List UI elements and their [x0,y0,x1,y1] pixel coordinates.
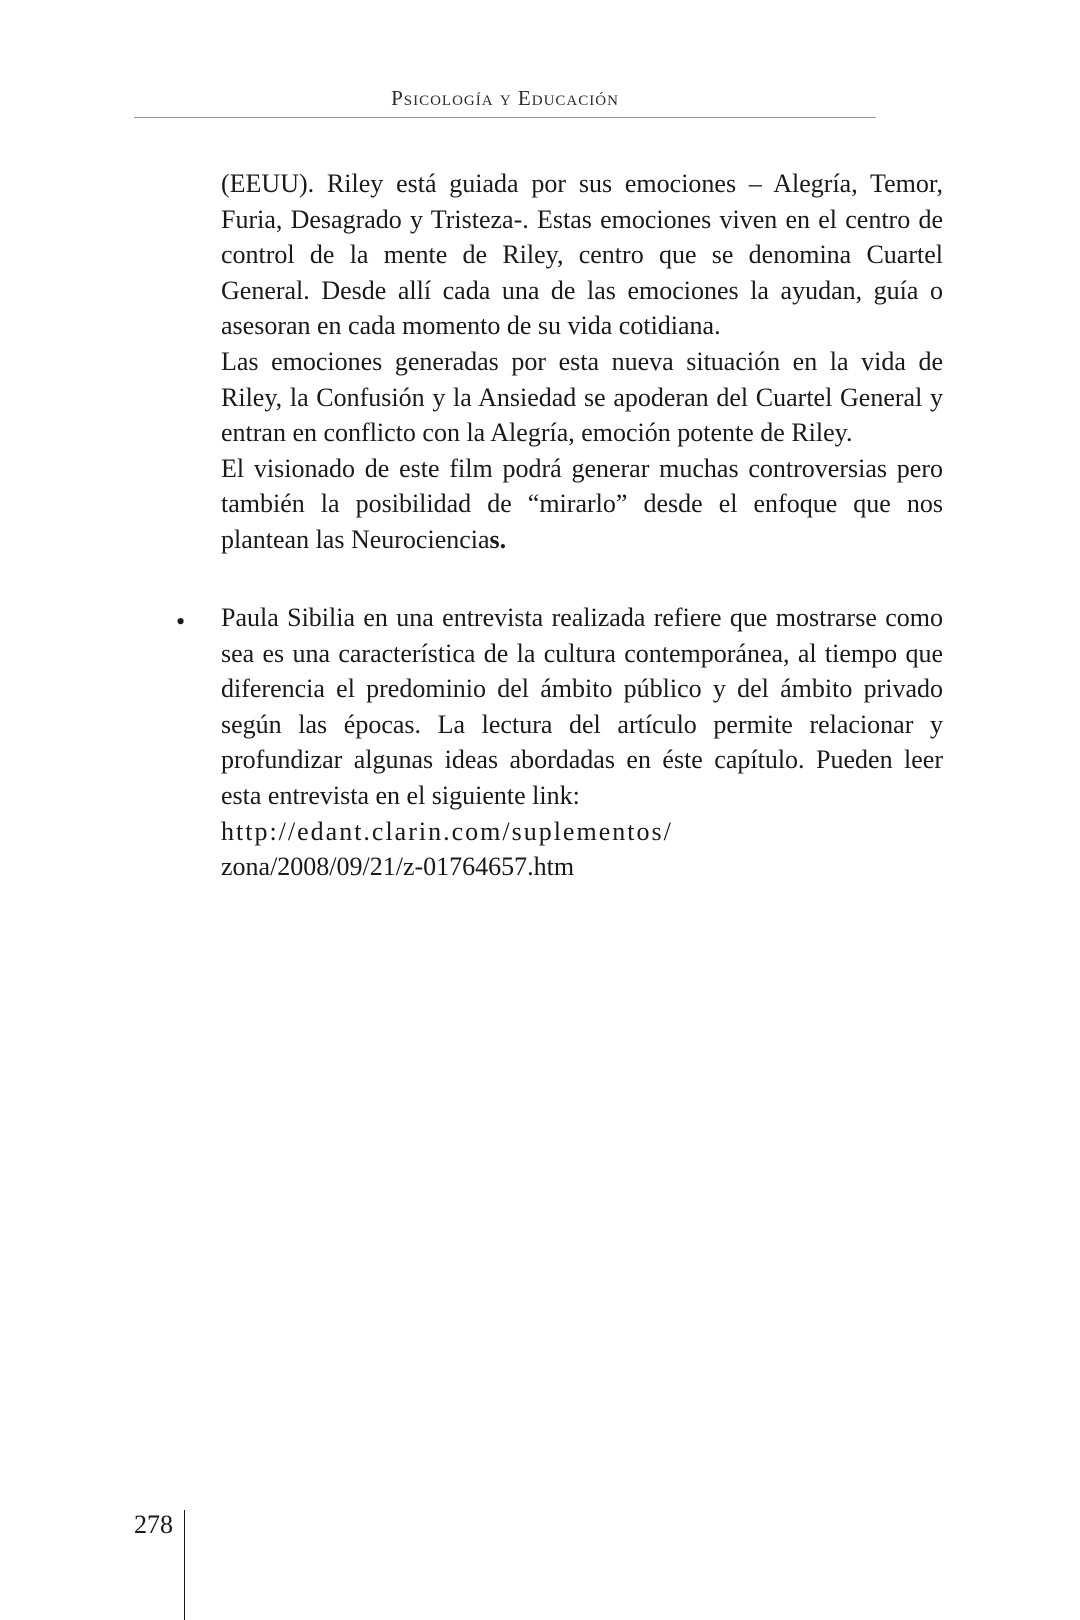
bullet-icon: • [176,607,186,636]
interview-link-part1[interactable]: http://edant.clarin.com/suplementos/ [221,816,673,846]
interview-link-part2[interactable]: zona/2008/09/21/z-01764657.htm [221,852,575,882]
bullet-list-item [221,600,943,885]
continued-text-block [221,166,943,558]
bold-ending: s. [489,524,507,554]
paragraph-film-viewing [221,451,943,558]
running-head-title: Psicología y Educación [391,86,619,110]
header-rule [134,117,876,118]
paragraph-confusion-anxiety: Las emociones generadas por esta nueva situación en la vida de Riley, la Confusión y la Ansiedad se apoderan del Cuartel General y entran en conflicto con la Alegría, emoción potente de Riley. [221,346,943,448]
paragraph-film-viewing-text: El visionado de este film podrá generar muchas controversias pero también la posibilidad de “mirarlo” desde el enfoque que nos plantean las Neurociencia [221,453,943,554]
footer-vertical-rule [184,1510,185,1620]
paragraph-sibilia-interview: Paula Sibilia en una entrevista realizada refiere que mostrarse como sea es una característica de la cultura contemporánea, al tiempo que diferencia el predominio del ámbito público y del ámbito privado según las épocas. La lectura del artículo permite relacionar y profundizar algunas ideas abordadas en éste capítulo. Pueden leer esta entrevista en el siguiente link: [221,603,943,810]
paragraph-riley-emotions: (EEUU). Riley está guiada por sus emociones – Alegría, Temor, Furia, Desagrado y Tristeza-. Estas emociones viven en el centro de control de la mente de Riley, centro que se denomina Cuartel General. Desde allí cada una de las emociones la ayudan, guía o asesoran en cada momento de su vida cotidiana. [221,169,943,341]
page-number: 278 [134,1510,173,1539]
